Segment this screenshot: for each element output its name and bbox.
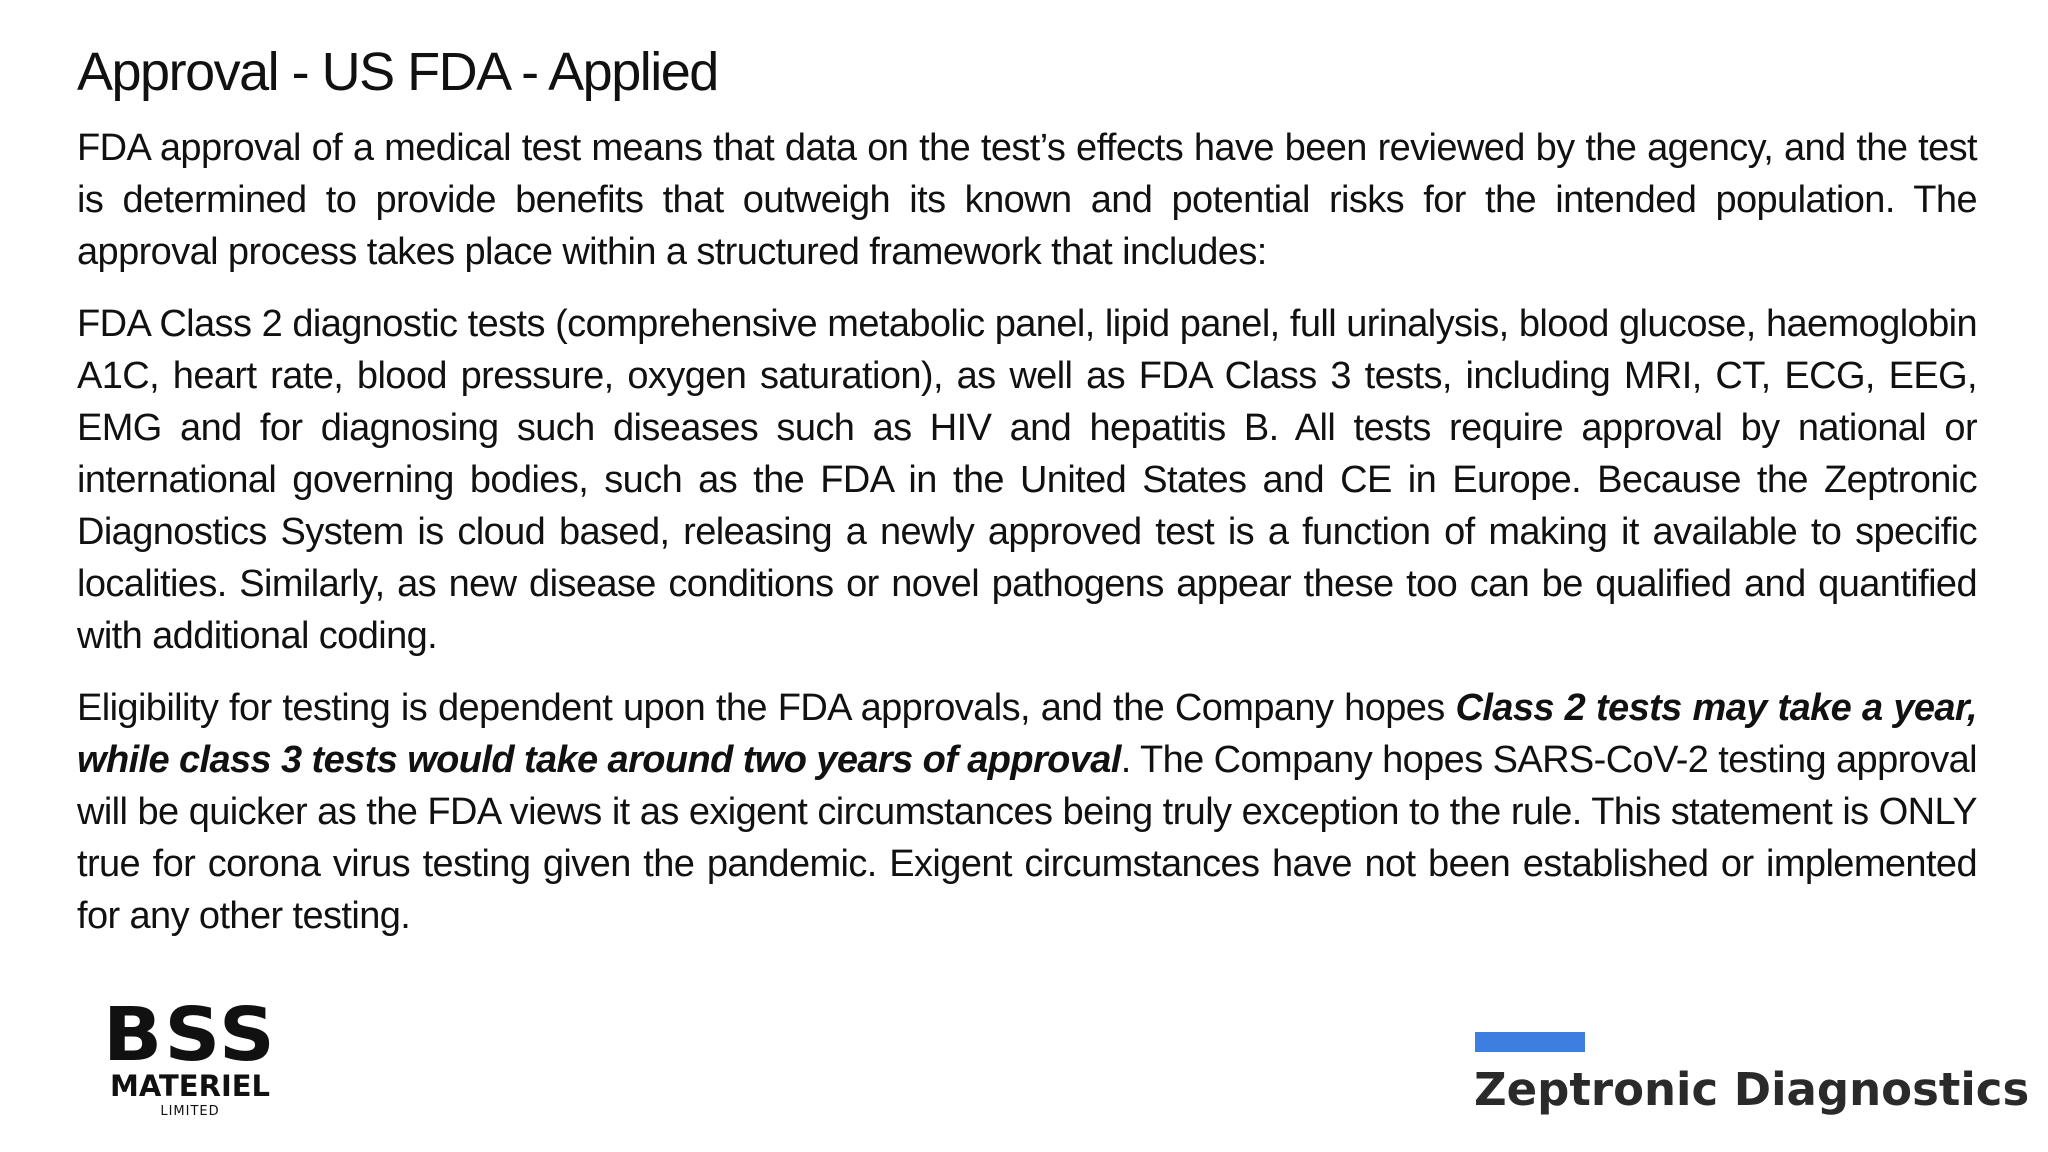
- paragraph-fda-approval: FDA approval of a medical test means that data on the test’s effects have been reviewed by the agency, and the test is determined to provide benefits that outweigh its known and potential risks for the intended population. The approval process takes place within a structured framework that includes:: [77, 127, 1977, 273]
- slide-title: Approval - US FDA - Applied: [77, 42, 718, 102]
- bss-logo-small: LIMITED: [160, 1104, 220, 1119]
- eligibility-text-end: . The Company hopes SARS-CoV-2 testing approval will be quicker as the FDA views it as exigent circumstances being truly exception to the rule. This statement is ONLY true for corona virus testing given the pandemic. Exigent circumstances have not been established or implemented for any other testing.: [77, 739, 1977, 937]
- bss-materiel-logo: [90, 992, 290, 1122]
- bss-logo-main: BSS: [103, 992, 277, 1078]
- body-text: [77, 122, 1977, 962]
- eligibility-emphasis: Class 2 tests may take a year, while class 3 tests would take around two years of approval: [77, 687, 1977, 781]
- bss-logo-sub: MATERIEL: [109, 1069, 271, 1103]
- zeptronic-logo: [1474, 1032, 2030, 1116]
- zeptronic-logo-bar: [1475, 1032, 1585, 1052]
- paragraph-test-classes: FDA Class 2 diagnostic tests (comprehensive metabolic panel, lipid panel, full urinalysis, blood glucose, haemoglobin A1C, heart rate, blood pressure, oxygen saturation), as well as FDA Class 3 tests, including MRI, CT, ECG, EEG, EMG and for diagnosing such diseases such as HIV and hepatitis B. All tests require approval by national or international governing bodies, such as the FDA in the United States and CE in Europe. Because the Zeptronic Diagnostics System is cloud based, releasing a newly approved test is a function of making it available to specific localities. Similarly, as new disease conditions or novel pathogens appear these too can be qualified and quantified with additional coding.: [77, 303, 1977, 657]
- eligibility-text-start: Eligibility for testing is dependent upon the FDA approvals, and the Company hopes: [77, 687, 1456, 729]
- zeptronic-logo-name: Zeptronic Diagnostics: [1474, 1063, 2030, 1116]
- paragraph-eligibility: [77, 682, 1977, 942]
